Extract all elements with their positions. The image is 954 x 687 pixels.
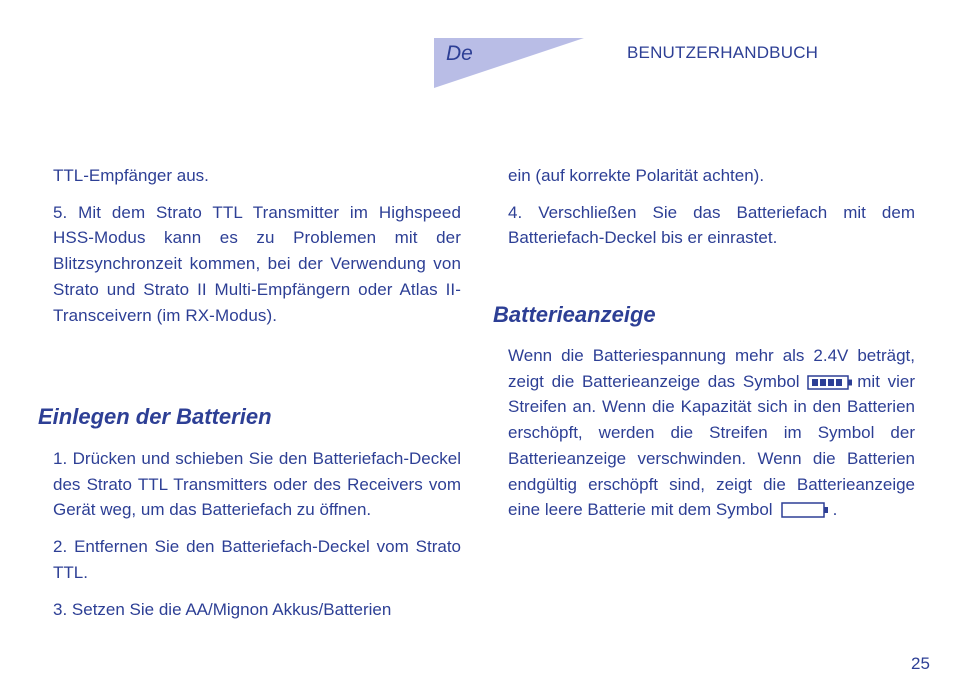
battery-full-icon — [807, 372, 853, 387]
battery-empty-icon — [781, 500, 829, 516]
heading-batterieanzeige: Batterieanzeige — [493, 302, 656, 327]
battery-indicator-section — [508, 343, 915, 523]
manual-title: BENUTZERHANDBUCH — [627, 43, 819, 62]
language-label: De — [446, 42, 473, 65]
note-5-text: 5. Mit dem Strato TTL Transmitter im Highspeed HSS-Modus kann es zu Problemen mit der Blitzsynchronzeit kommen, bei der Verwendung von Strato und Strato II Multi-Empfängern oder Atlas II-Transceivern (im RX-Modus). — [53, 202, 461, 325]
left-column — [53, 163, 461, 328]
right-column — [508, 163, 915, 251]
heading-einlegen: Einlegen der Batterien — [38, 404, 272, 429]
battery-text-end: . — [832, 500, 838, 520]
language-tab — [434, 38, 584, 88]
paragraph-note-5 — [53, 200, 461, 329]
battery-paragraph — [508, 343, 915, 523]
paragraph-continuation-right: ein (auf korrekte Polarität achten). — [508, 166, 765, 185]
left-column-steps — [53, 446, 461, 622]
paragraph-continuation: TTL-Empfänger aus. — [53, 166, 209, 185]
step-1: 1. Drücken und schieben Sie den Batteriefach-Deckel des Strato TTL Transmitters oder des Receivers vom Gerät weg, um das Batteriefach zu öffnen. — [53, 449, 461, 520]
battery-text-2: mit vier Streifen an. Wenn die Kapazität sich in den Batterien erschöpft, werden die Streifen im Symbol der Batterieanzeige verschwinden. Wenn die Batterien endgültig erschöpft sind, zeigt die Batterieanzeige eine leere Batterie mit dem Symbol — [508, 371, 915, 520]
step-4: 4. Verschließen Sie das Batteriefach mit dem Batteriefach-Deckel bis er einrastet. — [508, 202, 915, 248]
page-number: 25 — [911, 654, 930, 673]
step-2: 2. Entfernen Sie den Batteriefach-Deckel vom Strato TTL. — [53, 537, 461, 582]
step-3: 3. Setzen Sie die AA/Mignon Akkus/Batterien — [53, 599, 392, 619]
battery-text-1: Wenn die Batteriespannung mehr als 2.4V beträgt, zeigt die Batterieanzeige das Symbol — [508, 346, 915, 391]
